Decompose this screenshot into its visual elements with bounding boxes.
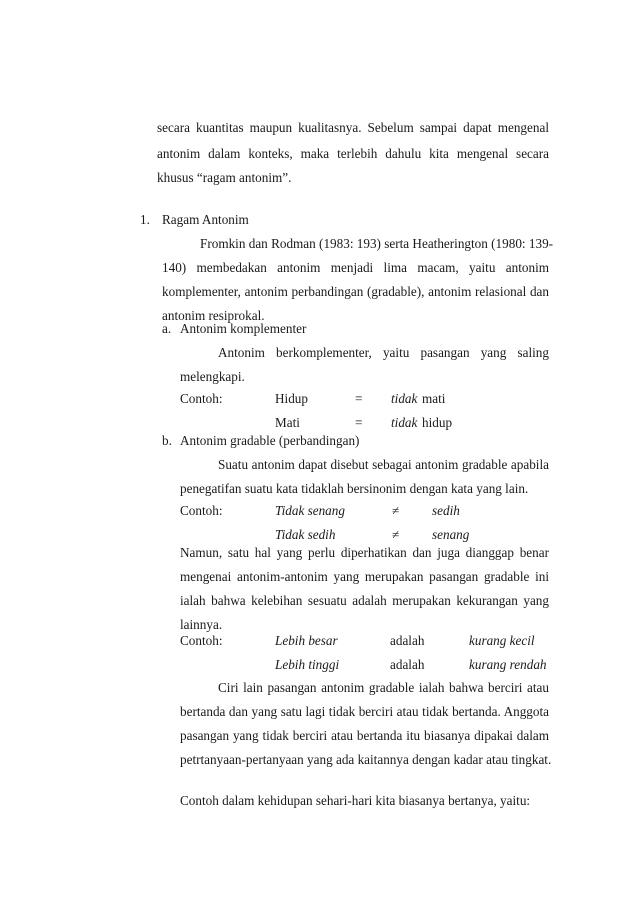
sub-b-p2-line-2: mengenai antonim-antonim yang merupakan pasangan gradable ini [180,569,549,584]
sub-a-example-1-sign: = [355,391,363,406]
sub-a-example-2-rest: hidup [422,415,453,430]
sub-a-example-2-word: Mati [275,415,300,430]
sub-b-paragraph-4: Contoh dalam kehidupan sehari-hari kita biasanya bertanya, yaitu: [180,793,531,808]
sub-b-example2-label: Contoh: [180,633,223,648]
sub-b-example-2-sign: ≠ [392,527,400,542]
section-title: Ragam Antonim [162,212,249,227]
sub-b-example-2-left: Tidak sedih [275,527,336,542]
section1-line-2: 140) membedakan antonim menjadi lima macam, yaitu antonim [162,260,549,275]
sub-a-example-1-rest: mati [422,391,446,406]
sub-a-line-1: Antonim berkomplementer, yaitu pasangan yang saling [218,345,549,360]
sub-b-line-1: Suatu antonim dapat disebut sebagai antonim gradable apabila [218,457,549,472]
sub-b-example2-1-right: kurang kecil [469,633,535,648]
sub-b-letter: b. [162,433,172,448]
sub-b-p3-line-1: Ciri lain pasangan antonim gradable ialah bahwa berciri atau [218,680,549,695]
section1-line-1: Fromkin dan Rodman (1983: 193) serta Heatherington (1980: 139- [200,236,554,251]
intro-line-3: khusus “ragam antonim”. [157,170,292,185]
sub-a-letter: a. [162,321,172,336]
sub-b-p3-line-2: bertanda dan yang satu lagi tidak berciri atau tidak bertanda. Anggota [180,704,549,719]
sub-b-example2-2-right: kurang rendah [469,657,547,672]
sub-a-example-2-neg: tidak [391,415,418,430]
intro-line-2: antonim dalam konteks, maka terlebih dahulu kita mengenal secara [157,146,549,161]
section1-line-4: antonim resiprokal. [162,308,265,323]
sub-a-example-1-word: Hidup [275,391,308,406]
sub-a-title: Antonim komplementer [180,321,307,336]
sub-b-example-1-left: Tidak senang [275,503,345,518]
sub-b-example-1-right: sedih [432,503,460,518]
sub-b-example2-1-mid: adalah [390,633,425,648]
sub-b-example-label: Contoh: [180,503,223,518]
section-number: 1. [140,212,150,227]
sub-b-p2-line-4: lainnya. [180,617,223,632]
sub-a-example-1-neg: tidak [391,391,418,406]
sub-a-example-label: Contoh: [180,391,223,406]
sub-b-example-1-sign: ≠ [392,503,400,518]
sub-a-example-2-sign: = [355,415,363,430]
sub-b-example-2-right: senang [432,527,470,542]
sub-b-line-2: penegatifan suatu kata tidaklah bersinonim dengan kata yang lain. [180,481,529,496]
sub-b-title: Antonim gradable (perbandingan) [180,433,360,448]
sub-b-p3-line-3: pasangan yang tidak berciri atau bertanda itu biasanya dipakai dalam [180,728,549,743]
sub-b-example2-1-left: Lebih besar [275,633,338,648]
sub-b-p3-line-4: petrtanyaan-pertanyaan yang ada kaitannya dengan kadar atau tingkat. [180,752,552,767]
intro-line-1: secara kuantitas maupun kualitasnya. Sebelum sampai dapat mengenal [157,120,549,135]
sub-b-p2-line-3: ialah bahwa kelebihan sesuatu adalah merupakan kekurangan yang [180,593,549,608]
sub-a-line-2: melengkapi. [180,369,245,384]
sub-b-example2-2-mid: adalah [390,657,425,672]
sub-b-example2-2-left: Lebih tinggi [275,657,340,672]
section1-line-3: komplementer, antonim perbandingan (gradable), antonim relasional dan [162,284,549,299]
sub-b-p2-line-1: Namun, satu hal yang perlu diperhatikan dan juga dianggap benar [180,545,549,560]
